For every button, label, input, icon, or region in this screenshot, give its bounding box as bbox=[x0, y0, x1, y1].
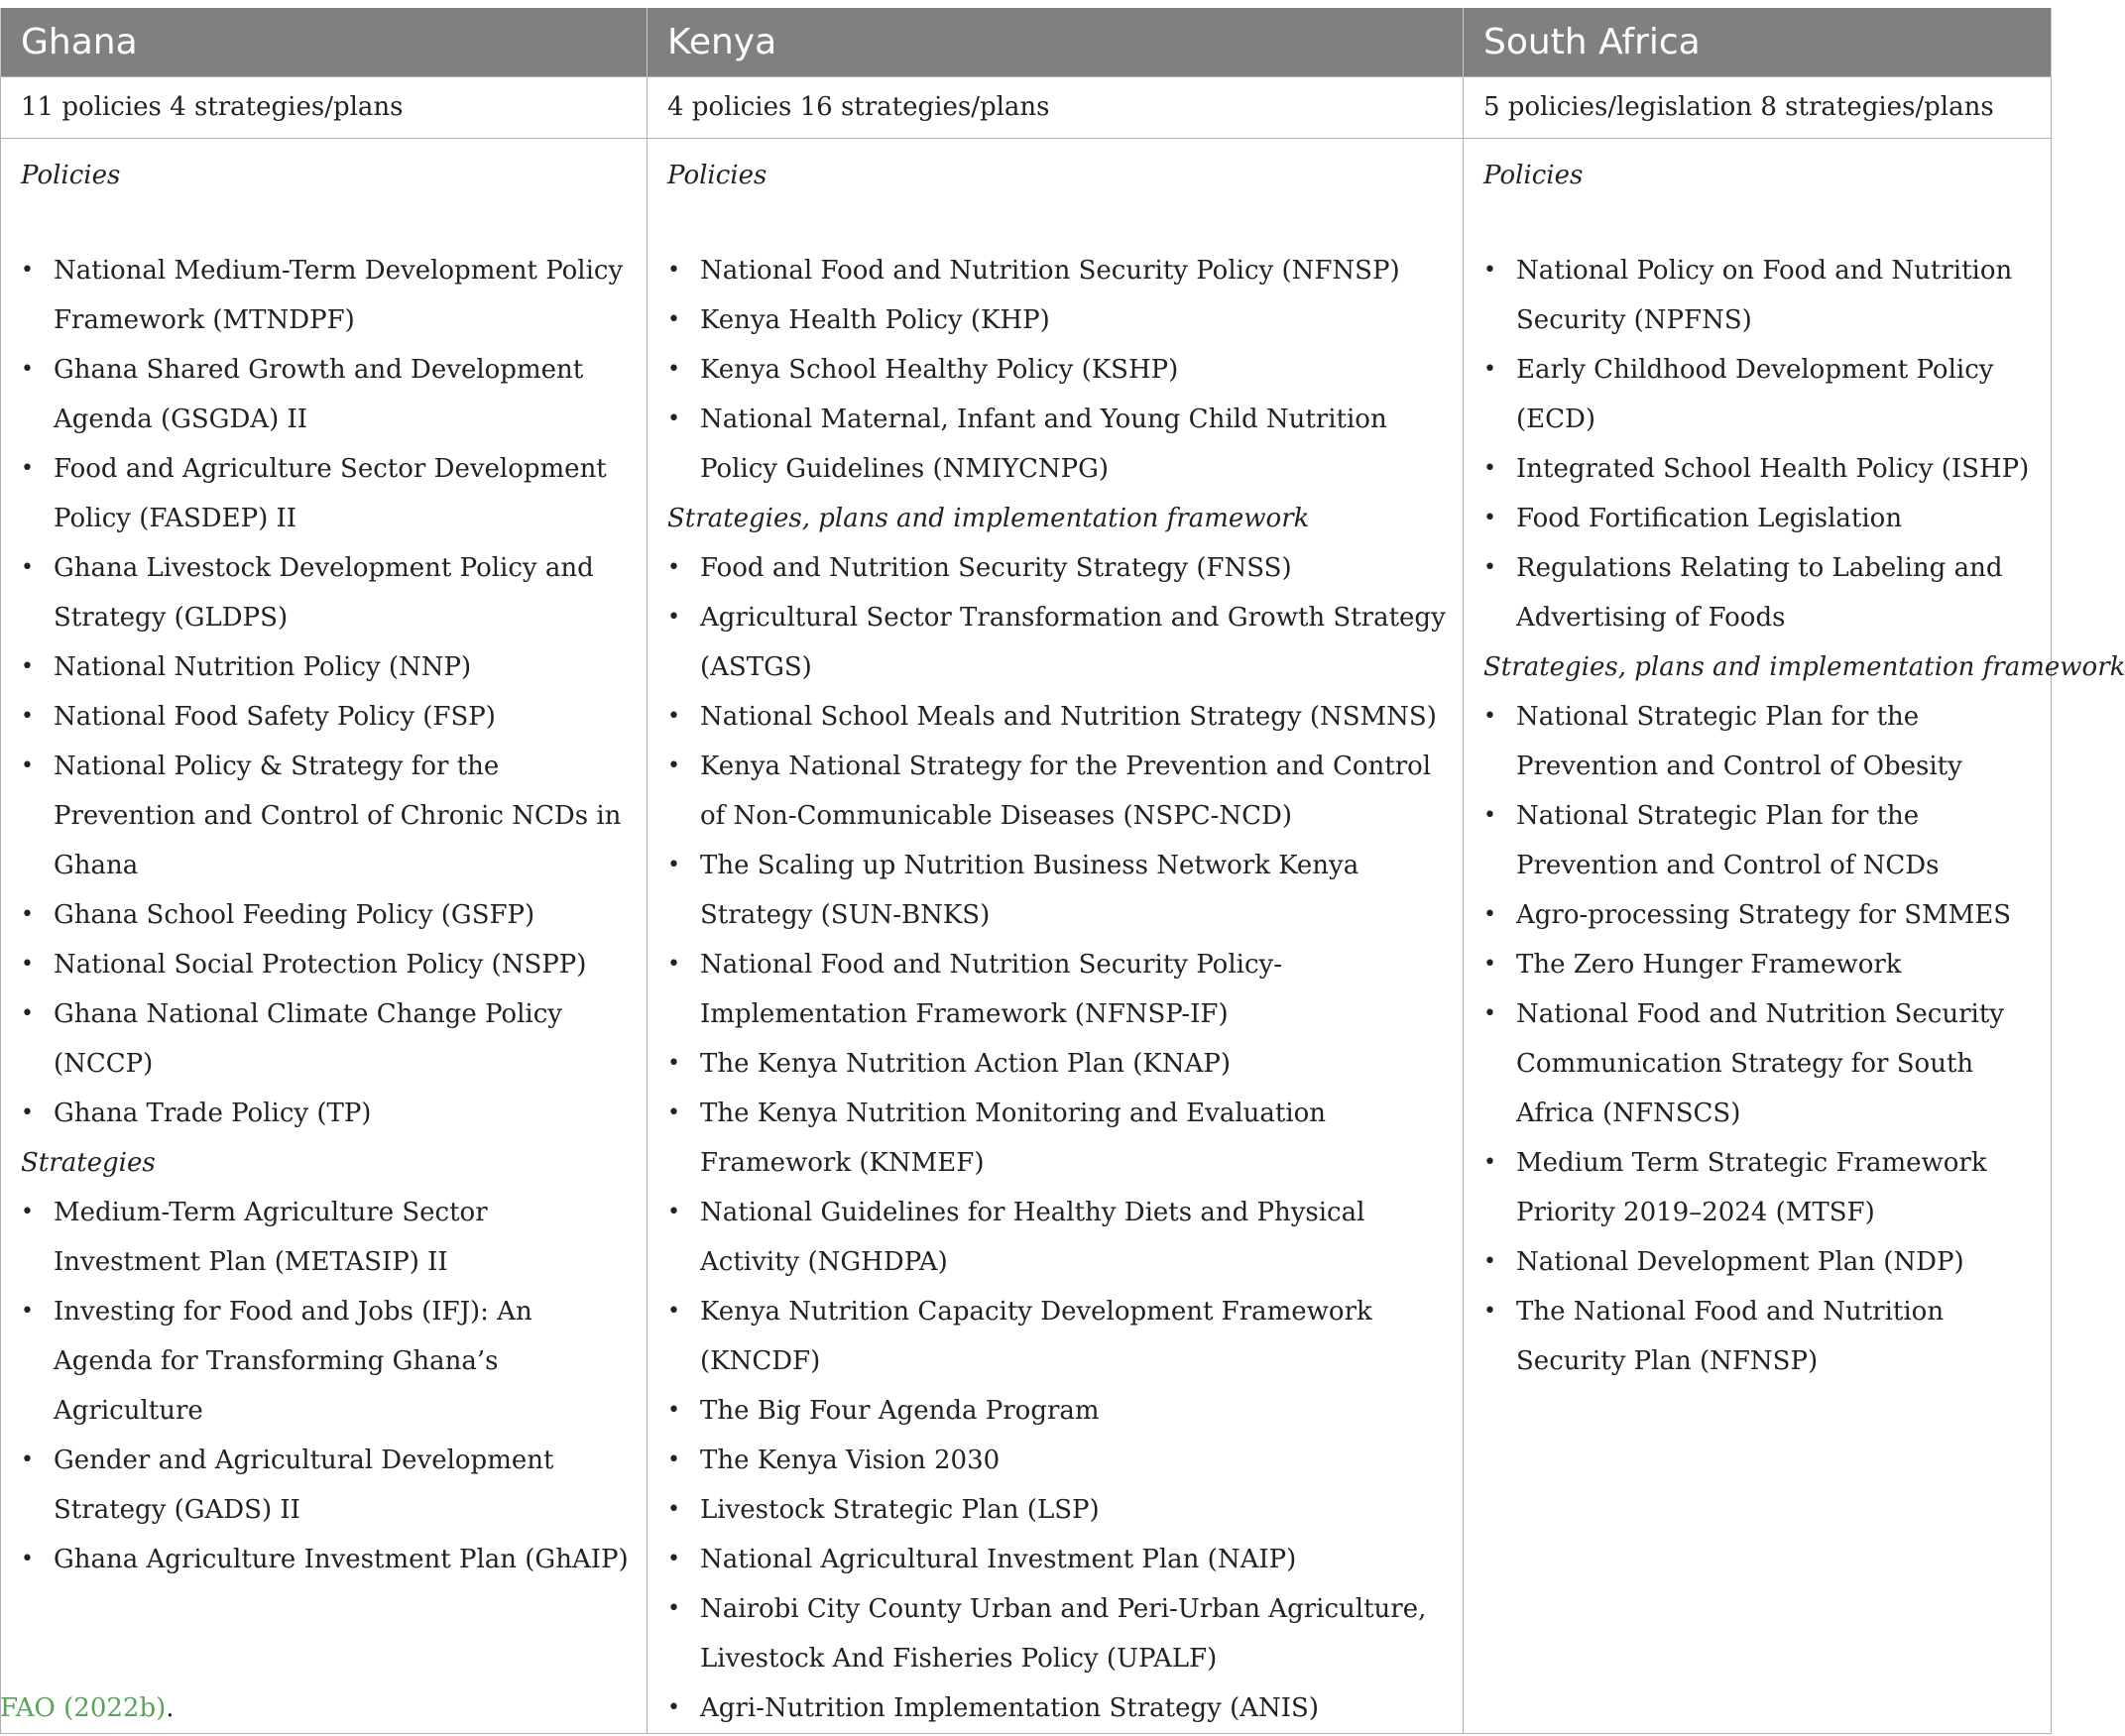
bullet-icon: • bbox=[21, 703, 34, 729]
list-item-text: Medium Term Strategic Framework Priority 2019–2024 (MTSF) bbox=[1516, 1147, 1987, 1227]
bullet-icon: • bbox=[1483, 703, 1496, 729]
policy-table-container bbox=[0, 8, 2125, 1734]
list-item-text: Nairobi City County Urban and Peri-Urban Agriculture, Livestock And Fisheries Policy (UPALF) bbox=[700, 1593, 1427, 1674]
list-item-text: Agro-processing Strategy for SMMES bbox=[1516, 899, 2012, 930]
bullet-icon: • bbox=[1483, 802, 1496, 828]
list-item bbox=[1483, 1287, 2039, 1386]
list-item-text: Gender and Agricultural Development Strategy (GADS) II bbox=[54, 1445, 554, 1525]
section-spacer bbox=[21, 200, 635, 246]
bullet-icon: • bbox=[667, 703, 680, 729]
bullet-icon: • bbox=[1483, 1248, 1496, 1274]
bullet-icon: • bbox=[1483, 1000, 1496, 1026]
list-item-text: National Social Protection Policy (NSPP) bbox=[54, 949, 587, 980]
list-item bbox=[667, 1436, 1451, 1485]
list-item bbox=[667, 1386, 1451, 1436]
bullet-icon: • bbox=[21, 951, 34, 977]
list-item bbox=[667, 1485, 1451, 1535]
list-item bbox=[667, 593, 1451, 692]
list-item-text: National Policy on Food and Nutrition Security (NPFNS) bbox=[1516, 255, 2013, 335]
section-heading: Strategies, plans and implementation framework bbox=[667, 503, 1310, 533]
list-item-text: Ghana Livestock Development Policy and Strategy (GLDPS) bbox=[54, 552, 594, 633]
list-item bbox=[1483, 1138, 2039, 1237]
bullet-icon: • bbox=[667, 604, 680, 630]
list-item-text: Kenya Health Policy (KHP) bbox=[700, 304, 1050, 335]
list-item bbox=[667, 940, 1451, 1039]
bullet-icon: • bbox=[21, 1546, 34, 1571]
list-item-text: The Scaling up Nutrition Business Network Kenya Strategy (SUN-BNKS) bbox=[700, 850, 1359, 930]
header-kenya: Kenya bbox=[648, 8, 1464, 76]
list-item-text: The Big Four Agenda Program bbox=[700, 1395, 1100, 1426]
list-item-text: Kenya School Healthy Policy (KSHP) bbox=[700, 354, 1179, 385]
list-item bbox=[21, 692, 635, 742]
list-item bbox=[21, 1089, 635, 1138]
list-item-text: National Food and Nutrition Security Communication Strategy for South Africa (NFNSCS) bbox=[1516, 998, 2004, 1128]
content-row bbox=[1, 138, 2052, 1733]
item-list bbox=[1483, 692, 2039, 1386]
list-item-text: The Kenya Vision 2030 bbox=[700, 1445, 1001, 1475]
list-item-text: Ghana National Climate Change Policy (NCCP) bbox=[54, 998, 562, 1079]
list-item-text: Food and Nutrition Security Strategy (FNSS) bbox=[700, 552, 1292, 583]
list-item bbox=[667, 742, 1451, 841]
list-item bbox=[1483, 1237, 2039, 1287]
list-item bbox=[21, 1287, 635, 1436]
summary-row bbox=[1, 76, 2052, 138]
list-item bbox=[21, 890, 635, 940]
list-item bbox=[21, 989, 635, 1089]
list-item-text: Ghana Trade Policy (TP) bbox=[54, 1098, 372, 1128]
bullet-icon: • bbox=[21, 901, 34, 927]
item-list bbox=[21, 1188, 635, 1584]
section-spacer bbox=[1483, 200, 2039, 246]
list-item bbox=[667, 543, 1451, 593]
bullet-icon: • bbox=[21, 1000, 34, 1026]
list-item-text: Food and Agriculture Sector Development Policy (FASDEP) II bbox=[54, 453, 607, 533]
list-item bbox=[667, 295, 1451, 345]
item-list bbox=[667, 246, 1451, 494]
bullet-icon: • bbox=[667, 1298, 680, 1324]
bullet-icon: • bbox=[1483, 455, 1496, 481]
list-item-text: Agri-Nutrition Implementation Strategy (ANIS) bbox=[700, 1692, 1320, 1723]
bullet-icon: • bbox=[21, 1298, 34, 1324]
bullet-icon: • bbox=[1483, 356, 1496, 382]
bullet-icon: • bbox=[667, 405, 680, 431]
list-item bbox=[667, 841, 1451, 940]
list-item-text: National Guidelines for Healthy Diets and Physical Activity (NGHDPA) bbox=[700, 1197, 1365, 1277]
list-item-text: National Policy & Strategy for the Prevention and Control of Chronic NCDs in Ghana bbox=[54, 751, 622, 880]
bullet-icon: • bbox=[1483, 1298, 1496, 1324]
list-item bbox=[21, 543, 635, 642]
list-item-text: Ghana Agriculture Investment Plan (GhAIP) bbox=[54, 1544, 629, 1574]
list-item bbox=[1483, 444, 2039, 494]
bullet-icon: • bbox=[21, 752, 34, 778]
list-item bbox=[1483, 345, 2039, 444]
bullet-icon: • bbox=[667, 1595, 680, 1621]
list-item-text: Livestock Strategic Plan (LSP) bbox=[700, 1494, 1100, 1525]
list-item bbox=[1483, 246, 2039, 345]
list-item-text: The Kenya Nutrition Action Plan (KNAP) bbox=[700, 1048, 1231, 1079]
bullet-icon: • bbox=[1483, 1149, 1496, 1175]
section-heading: Policies bbox=[21, 160, 121, 190]
list-item-text: Regulations Relating to Labeling and Advertising of Foods bbox=[1516, 552, 2003, 633]
item-list bbox=[1483, 246, 2039, 642]
bullet-icon: • bbox=[1483, 951, 1496, 977]
list-item bbox=[667, 692, 1451, 742]
list-item-text: National Agricultural Investment Plan (NAIP) bbox=[700, 1544, 1297, 1574]
source-suffix: . bbox=[166, 1693, 175, 1723]
summary-kenya: 4 policies 16 strategies/plans bbox=[648, 76, 1464, 138]
source-note bbox=[0, 1693, 175, 1723]
list-item bbox=[21, 345, 635, 444]
list-item-text: Investing for Food and Jobs (IFJ): An Agenda for Transforming Ghana’s Agriculture bbox=[54, 1296, 532, 1426]
bullet-icon: • bbox=[667, 1099, 680, 1125]
list-item-text: Ghana School Feeding Policy (GSFP) bbox=[54, 899, 535, 930]
policy-table bbox=[0, 8, 2125, 1734]
list-item-text: The Zero Hunger Framework bbox=[1516, 949, 1902, 980]
section-heading: Policies bbox=[667, 160, 767, 190]
list-item bbox=[1483, 940, 2039, 989]
list-item-text: Food Fortification Legislation bbox=[1516, 503, 1903, 533]
list-item bbox=[21, 1436, 635, 1535]
list-item bbox=[1483, 692, 2039, 791]
source-link[interactable]: FAO (2022b) bbox=[0, 1693, 167, 1723]
list-item bbox=[667, 1584, 1451, 1683]
list-item bbox=[1483, 890, 2039, 940]
list-item bbox=[667, 1287, 1451, 1386]
bullet-icon: • bbox=[1483, 257, 1496, 283]
bullet-icon: • bbox=[667, 852, 680, 877]
list-item-text: National Medium-Term Development Policy Framework (MTNDPF) bbox=[54, 255, 624, 335]
list-item bbox=[667, 345, 1451, 395]
header-row bbox=[1, 8, 2052, 76]
list-item-text: Kenya National Strategy for the Prevention and Control of Non-Communicable Diseases (NSPC-NCD) bbox=[700, 751, 1432, 831]
bullet-icon: • bbox=[21, 257, 34, 283]
list-item-text: Integrated School Health Policy (ISHP) bbox=[1516, 453, 2030, 484]
header-south-africa: South Africa bbox=[1464, 8, 2052, 76]
bullet-icon: • bbox=[667, 1050, 680, 1076]
bullet-icon: • bbox=[1483, 554, 1496, 580]
list-item-text: National Maternal, Infant and Young Child Nutrition Policy Guidelines (NMIYCNPG) bbox=[700, 404, 1387, 484]
bullet-icon: • bbox=[21, 455, 34, 481]
item-list bbox=[667, 543, 1451, 1733]
bullet-icon: • bbox=[667, 1546, 680, 1571]
list-item bbox=[667, 1089, 1451, 1188]
list-item bbox=[1483, 494, 2039, 543]
content-kenya bbox=[648, 138, 1464, 1733]
list-item-text: National Food Safety Policy (FSP) bbox=[54, 701, 496, 732]
bullet-icon: • bbox=[667, 257, 680, 283]
list-item bbox=[21, 742, 635, 890]
list-item bbox=[21, 1535, 635, 1584]
section-spacer bbox=[667, 200, 1451, 246]
list-item bbox=[21, 444, 635, 543]
list-item-text: Medium-Term Agriculture Sector Investment Plan (METASIP) II bbox=[54, 1197, 488, 1277]
list-item-text: National Nutrition Policy (NNP) bbox=[54, 651, 472, 682]
header-ghana: Ghana bbox=[1, 8, 648, 76]
list-item-text: National Development Plan (NDP) bbox=[1516, 1246, 1964, 1277]
bullet-icon: • bbox=[667, 752, 680, 778]
list-item bbox=[1483, 791, 2039, 890]
bullet-icon: • bbox=[21, 356, 34, 382]
list-item-text: National Food and Nutrition Security Policy- Implementation Framework (NFNSP-IF) bbox=[700, 949, 1283, 1029]
list-item bbox=[21, 642, 635, 692]
list-item bbox=[667, 1188, 1451, 1287]
bullet-icon: • bbox=[667, 1447, 680, 1472]
summary-ghana: 11 policies 4 strategies/plans bbox=[1, 76, 648, 138]
list-item-text: Agricultural Sector Transformation and Growth Strategy (ASTGS) bbox=[700, 602, 1446, 682]
list-item-text: The National Food and Nutrition Security Plan (NFNSP) bbox=[1516, 1296, 1945, 1376]
list-item-text: National Strategic Plan for the Prevention and Control of NCDs bbox=[1516, 800, 1940, 880]
list-item bbox=[667, 1535, 1451, 1584]
bullet-icon: • bbox=[667, 554, 680, 580]
section-heading: Policies bbox=[1483, 160, 1584, 190]
section-heading: Strategies bbox=[21, 1147, 156, 1178]
section-heading: Strategies, plans and implementation framework bbox=[1483, 651, 2125, 682]
bullet-icon: • bbox=[667, 1694, 680, 1720]
list-item bbox=[21, 246, 635, 345]
list-item bbox=[1483, 989, 2039, 1138]
list-item bbox=[1483, 543, 2039, 642]
list-item-text: Ghana Shared Growth and Development Agenda (GSGDA) II bbox=[54, 354, 584, 434]
list-item bbox=[667, 395, 1451, 494]
content-south-africa bbox=[1464, 138, 2125, 1733]
list-item bbox=[667, 246, 1451, 295]
bullet-icon: • bbox=[21, 1447, 34, 1472]
bullet-icon: • bbox=[667, 1199, 680, 1224]
bullet-icon: • bbox=[1483, 505, 1496, 530]
bullet-icon: • bbox=[21, 1199, 34, 1224]
bullet-icon: • bbox=[21, 653, 34, 679]
list-item bbox=[667, 1683, 1451, 1733]
list-item-text: Kenya Nutrition Capacity Development Framework (KNCDF) bbox=[700, 1296, 1372, 1376]
list-item bbox=[667, 1039, 1451, 1089]
bullet-icon: • bbox=[667, 356, 680, 382]
list-item-text: The Kenya Nutrition Monitoring and Evaluation Framework (KNMEF) bbox=[700, 1098, 1327, 1178]
list-item-text: Early Childhood Development Policy (ECD) bbox=[1516, 354, 1994, 434]
summary-south-africa: 5 policies/legislation 8 strategies/plans bbox=[1464, 76, 2052, 138]
bullet-icon: • bbox=[21, 1099, 34, 1125]
list-item bbox=[21, 1188, 635, 1287]
bullet-icon: • bbox=[667, 1397, 680, 1423]
list-item-text: National School Meals and Nutrition Strategy (NSMNS) bbox=[700, 701, 1437, 732]
bullet-icon: • bbox=[667, 306, 680, 332]
item-list bbox=[21, 246, 635, 1138]
bullet-icon: • bbox=[667, 951, 680, 977]
list-item-text: National Strategic Plan for the Prevention and Control of Obesity bbox=[1516, 701, 1962, 781]
bullet-icon: • bbox=[667, 1496, 680, 1522]
content-ghana bbox=[1, 138, 648, 1733]
bullet-icon: • bbox=[21, 554, 34, 580]
list-item-text: National Food and Nutrition Security Policy (NFNSP) bbox=[700, 255, 1400, 286]
bullet-icon: • bbox=[1483, 901, 1496, 927]
list-item bbox=[21, 940, 635, 989]
